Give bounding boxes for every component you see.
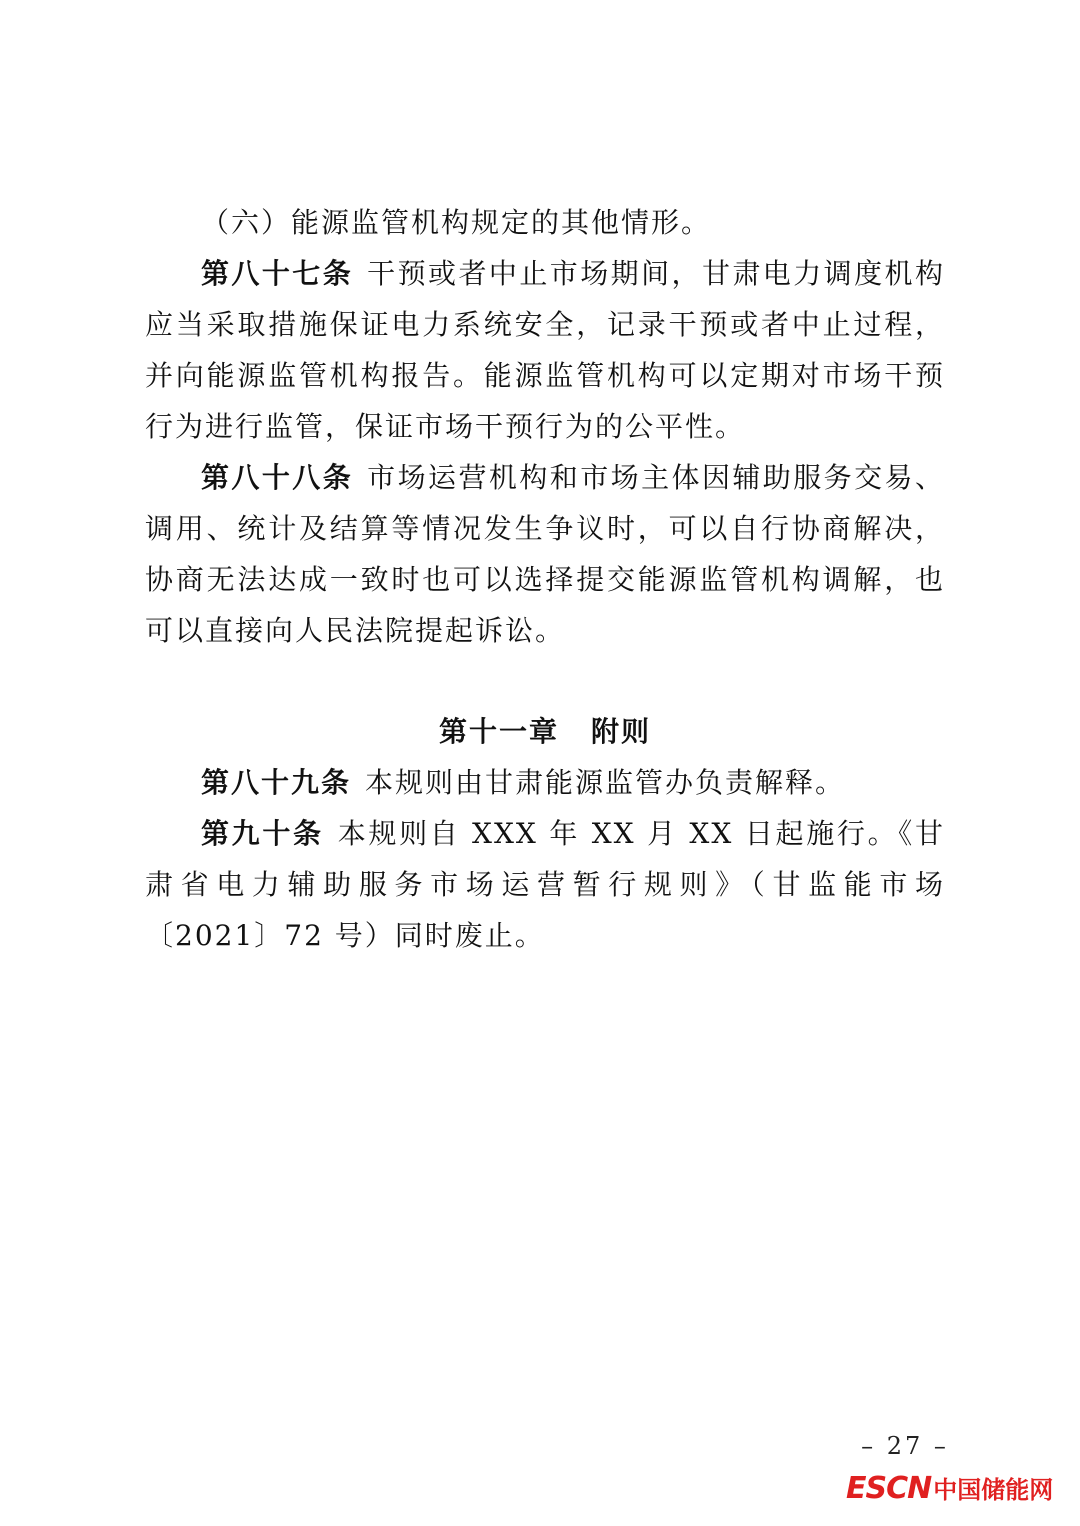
chapter-number: 第十一章: [438, 715, 559, 748]
page-number: – 27 –: [861, 1432, 949, 1460]
article-90-number: 第九十条: [201, 817, 324, 850]
chapter-title: 附则: [591, 715, 652, 748]
chapter-heading: [145, 706, 945, 757]
escn-logo: [846, 1470, 1053, 1506]
article-90-text: 本规则自 XXX 年 XX 月 XX 日起施行。《甘肃省电力辅助服务市场运营暂行规则》（甘监能市场〔2021〕72 号）同时废止。: [145, 817, 945, 952]
article-89-text: 本规则由甘肃能源监管办负责解释。: [365, 766, 846, 799]
article-89-number: 第八十九条: [201, 766, 352, 799]
article-89: [145, 757, 945, 808]
document-body: [145, 197, 945, 961]
article-90: [145, 808, 945, 961]
article-87: [145, 248, 945, 452]
logo-cn-text: 中国储能网: [933, 1476, 1054, 1504]
article-87-text: 干预或者中止市场期间，甘肃电力调度机构应当采取措施保证电力系统安全，记录干预或者中止过程，并向能源监管机构报告。能源监管机构可以定期对市场干预行为进行监管，保证市场干预行为的公平性。: [145, 257, 945, 443]
article-88-number: 第八十八条: [201, 461, 354, 494]
article-88: [145, 452, 945, 656]
article-88-text: 市场运营机构和市场主体因辅助服务交易、调用、统计及结算等情况发生争议时，可以自行协商解决，协商无法达成一致时也可以选择提交能源监管机构调解，也可以直接向人民法院提起诉讼。: [145, 461, 945, 647]
item-six: （六）能源监管机构规定的其他情形。: [201, 206, 712, 239]
article-87-number: 第八十七条: [201, 257, 354, 290]
logo-en-text: ESCN: [846, 1471, 932, 1506]
